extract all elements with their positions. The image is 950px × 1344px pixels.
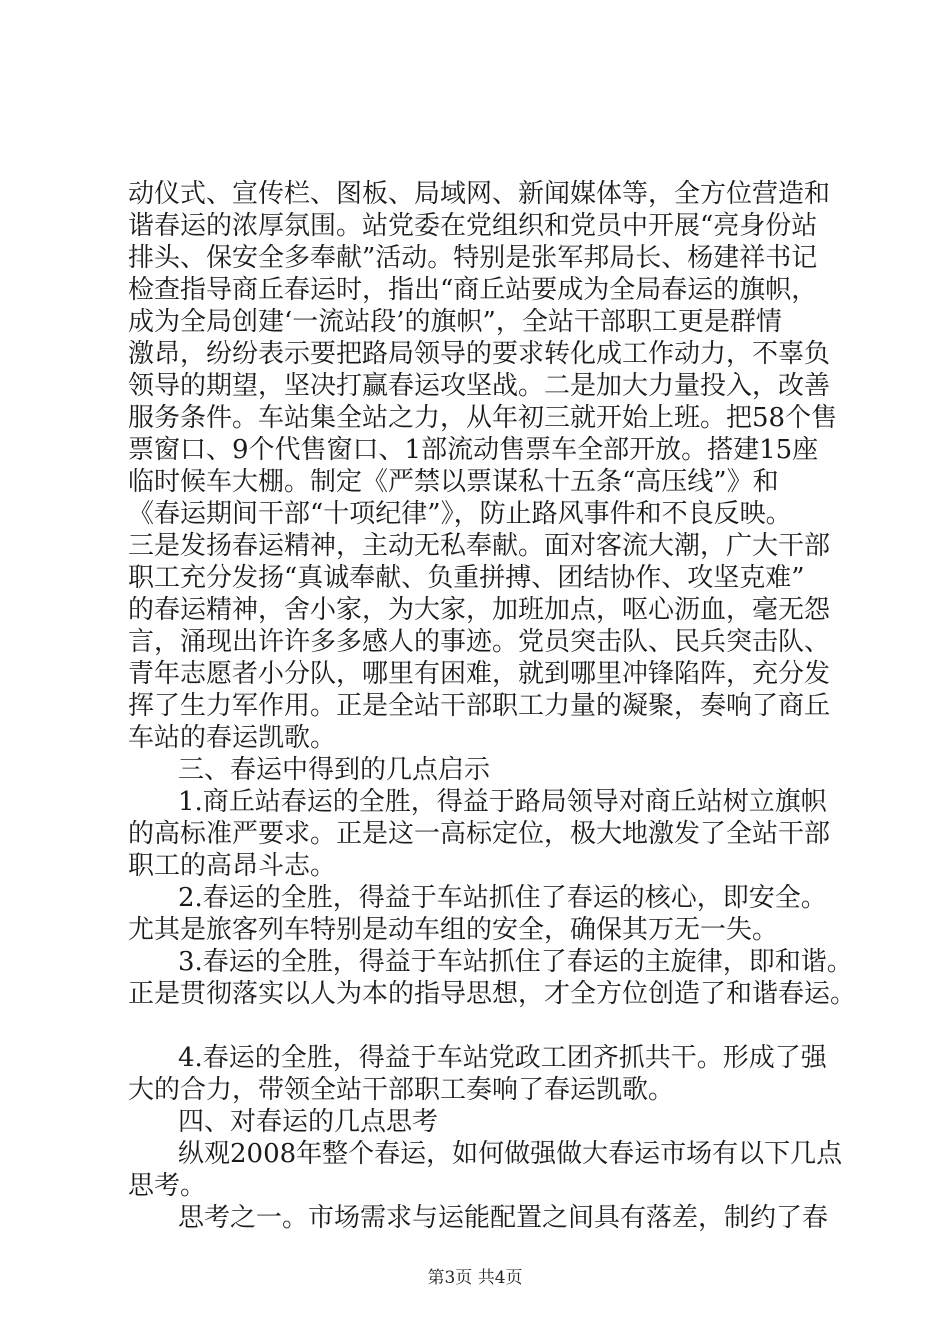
blank-line [128, 1010, 818, 1042]
text-line: 临时候车大棚。制定《严禁以票谋私十五条“高压线”》和 [128, 467, 779, 497]
text-line: 检查指导商丘春运时，指出“商丘站要成为全局春运的旗帜， [128, 275, 818, 305]
text-line: 青年志愿者小分队，哪里有困难，就到哪里冲锋陷阵，充分发 [128, 659, 831, 689]
text-line: 领导的期望，坚决打赢春运攻坚战。二是加大力量投入，改善 [128, 371, 831, 401]
text-line: 排头、保安全多奉献”活动。特别是张军邦局长、杨建祥书记 [128, 243, 818, 273]
text-line: 纵观2008年整个春运，如何做强做大春运市场有以下几点 [178, 1139, 843, 1169]
text-line: 4.春运的全胜，得益于车站党政工团齐抓共干。形成了强 [178, 1043, 827, 1073]
text-line: 职工充分发扬“真诚奉献、负重拼搏、团结协作、攻坚克难” [128, 563, 805, 593]
text-line: 成为全局创建‘一流站段’的旗帜”，全站干部职工更是群情 [128, 307, 782, 337]
text-line: 三、春运中得到的几点启示 [178, 755, 491, 785]
text-line: 谐春运的浓厚氛围。站党委在党组织和党员中开展“亮身份站 [128, 211, 818, 241]
text-line: 大的合力，带领全站干部职工奏响了春运凯歌。 [128, 1075, 675, 1105]
text-line: 的春运精神，舍小家，为大家，加班加点，呕心沥血，毫无怨 [128, 595, 831, 625]
page-footer: 第3页 共4页 [427, 1268, 523, 1288]
text-line: 2.春运的全胜，得益于车站抓住了春运的核心，即安全。 [178, 883, 827, 913]
text-line: 服务条件。车站集全站之力，从年初三就开始上班。把58个售 [128, 403, 838, 433]
text-line: 的高标准严要求。正是这一高标定位，极大地激发了全站干部 [128, 819, 831, 849]
text-line: 职工的高昂斗志。 [128, 851, 337, 881]
text-line: 激昂，纷纷表示要把路局领导的要求转化成工作动力，不辜负 [128, 339, 831, 369]
text-line: 票窗口、9个代售窗口、1部流动售票车全部开放。搭建15座 [128, 435, 819, 465]
text-line: 三是发扬春运精神，主动无私奉献。面对客流大潮，广大干部 [128, 531, 831, 561]
text-line: 动仪式、宣传栏、图板、局域网、新闻媒体等，全方位营造和 [128, 179, 831, 209]
text-line: 思考之一。市场需求与运能配置之间具有落差，制约了春 [178, 1203, 829, 1233]
text-line: 《春运期间干部“十项纪律”》，防止路风事件和不良反映。 [128, 499, 792, 529]
text-line: 尤其是旅客列车特别是动车组的安全，确保其万无一失。 [128, 915, 779, 945]
text-line: 正是贯彻落实以人为本的指导思想，才全方位创造了和谐春运。 [128, 979, 857, 1009]
text-line: 车站的春运凯歌。 [128, 723, 337, 753]
text-line: 1.商丘站春运的全胜，得益于路局领导对商丘站树立旗帜 [178, 787, 827, 817]
text-line: 3.春运的全胜，得益于车站抓住了春运的主旋律，即和谐。 [178, 947, 853, 977]
text-line: 挥了生力军作用。正是全站干部职工力量的凝聚，奏响了商丘 [128, 691, 831, 721]
text-line: 言，涌现出许许多多感人的事迹。党员突击队、民兵突击队、 [128, 627, 831, 657]
text-line: 四、对春运的几点思考 [178, 1107, 439, 1137]
body-text [128, 178, 857, 1234]
text-line: 思考。 [128, 1171, 207, 1201]
